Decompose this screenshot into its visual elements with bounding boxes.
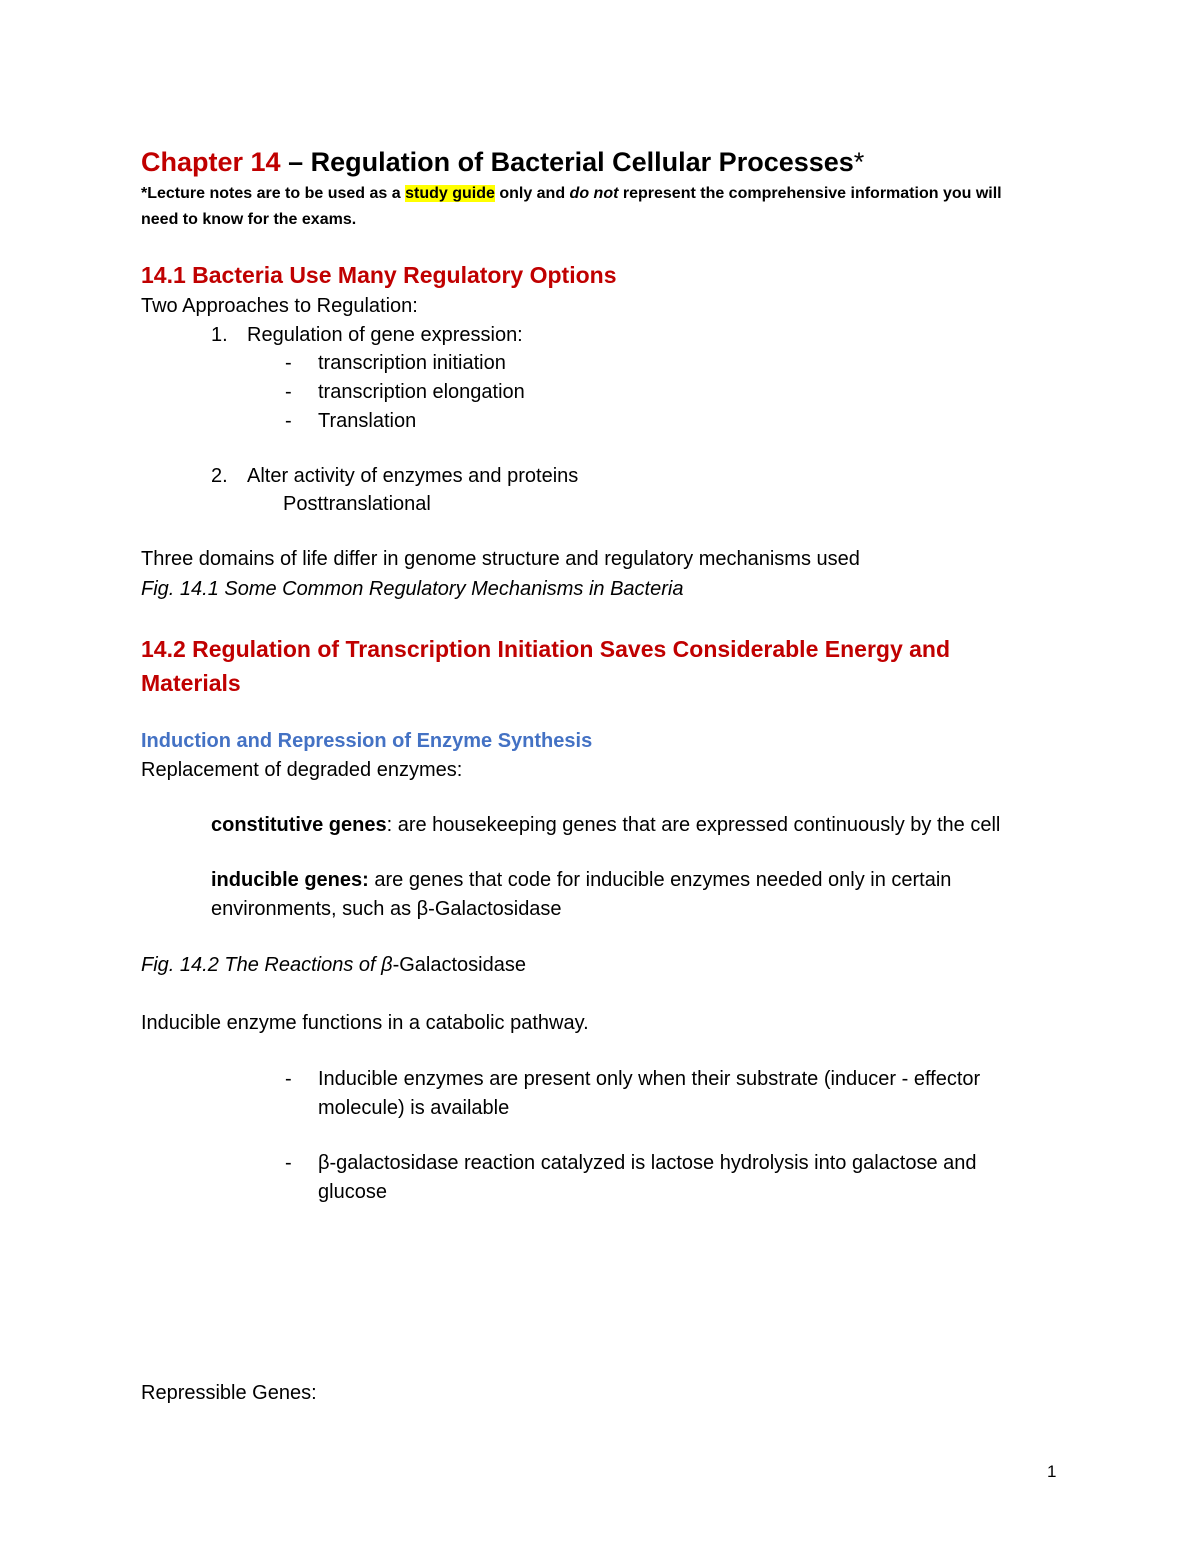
sub-item: transcription elongation <box>318 381 525 403</box>
list-number: 1. <box>211 324 228 346</box>
bullet-inducible-line-2: molecule) is available <box>318 1097 510 1119</box>
note-text: only and <box>494 185 570 202</box>
inducible-definition-line-2: environments, such as β-Galactosidase <box>211 898 562 920</box>
definition: : are housekeeping genes that are expressed continuously by the cell <box>386 814 1001 836</box>
dash-bullet: - <box>285 1152 292 1174</box>
page-number: 1 <box>1047 1462 1057 1481</box>
catabolic-text: Inducible enzyme functions in a catabolic pathway. <box>141 1012 589 1034</box>
section-heading-14-2-line-1: 14.2 Regulation of Transcription Initiation Saves Considerable Energy and <box>141 636 951 662</box>
term: inducible genes: <box>211 869 369 891</box>
section-heading-14-1: 14.1 Bacteria Use Many Regulatory Options <box>141 262 617 288</box>
chapter-number: Chapter 14 <box>141 147 281 177</box>
caption-italic: Fig. 14.2 The Reactions of β <box>141 954 393 976</box>
term: constitutive genes <box>211 814 387 836</box>
disclaimer-line-1 <box>141 183 1002 204</box>
bullet-galactosidase-line-2: glucose <box>318 1181 387 1203</box>
note-text: *Lecture notes are to be used as a <box>141 185 406 202</box>
figure-caption-14-1: Fig. 14.1 Some Common Regulatory Mechanisms in Bacteria <box>141 578 684 600</box>
subheading-induction: Induction and Repression of Enzyme Synthesis <box>141 730 593 752</box>
sub-item: Translation <box>318 410 417 432</box>
page-title <box>141 146 864 178</box>
dash-bullet: - <box>285 410 292 432</box>
definition: are genes that code for inducible enzymes needed only in certain <box>368 869 952 891</box>
replacement-text: Replacement of degraded enzymes: <box>141 759 463 781</box>
note-highlight: study guide <box>405 185 495 202</box>
dash-bullet: - <box>285 352 292 374</box>
note-text: represent the comprehensive information you will <box>618 185 1002 202</box>
title-dash: – <box>280 147 311 177</box>
inducible-definition-line-1 <box>211 868 951 892</box>
bullet-inducible-line-1: Inducible enzymes are present only when their substrate (inducer - effector <box>318 1068 981 1090</box>
section-heading-14-2-line-2: Materials <box>141 670 241 696</box>
posttranslational-label: Posttranslational <box>283 493 431 515</box>
dash-bullet: - <box>285 381 292 403</box>
title-asterisk: * <box>853 147 865 177</box>
title-text: Regulation of Bacterial Cellular Processes <box>310 147 854 177</box>
sub-item: transcription initiation <box>318 352 506 374</box>
disclaimer-line-2: need to know for the exams. <box>141 211 357 228</box>
constitutive-definition <box>211 813 1000 837</box>
list-item-alter-activity: Alter activity of enzymes and proteins <box>247 465 579 487</box>
note-italic: do not <box>569 185 619 202</box>
bullet-galactosidase-line-1: β-galactosidase reaction catalyzed is lactose hydrolysis into galactose and <box>318 1152 977 1174</box>
list-item-gene-expression: Regulation of gene expression: <box>247 324 523 346</box>
figure-caption-14-2 <box>141 953 526 977</box>
list-number: 2. <box>211 465 228 487</box>
repressible-genes-heading: Repressible Genes: <box>141 1382 317 1404</box>
approaches-intro: Two Approaches to Regulation: <box>141 295 418 317</box>
dash-bullet: - <box>285 1068 292 1090</box>
domains-text: Three domains of life differ in genome structure and regulatory mechanisms used <box>141 548 860 570</box>
caption-rest: -Galactosidase <box>392 954 526 976</box>
